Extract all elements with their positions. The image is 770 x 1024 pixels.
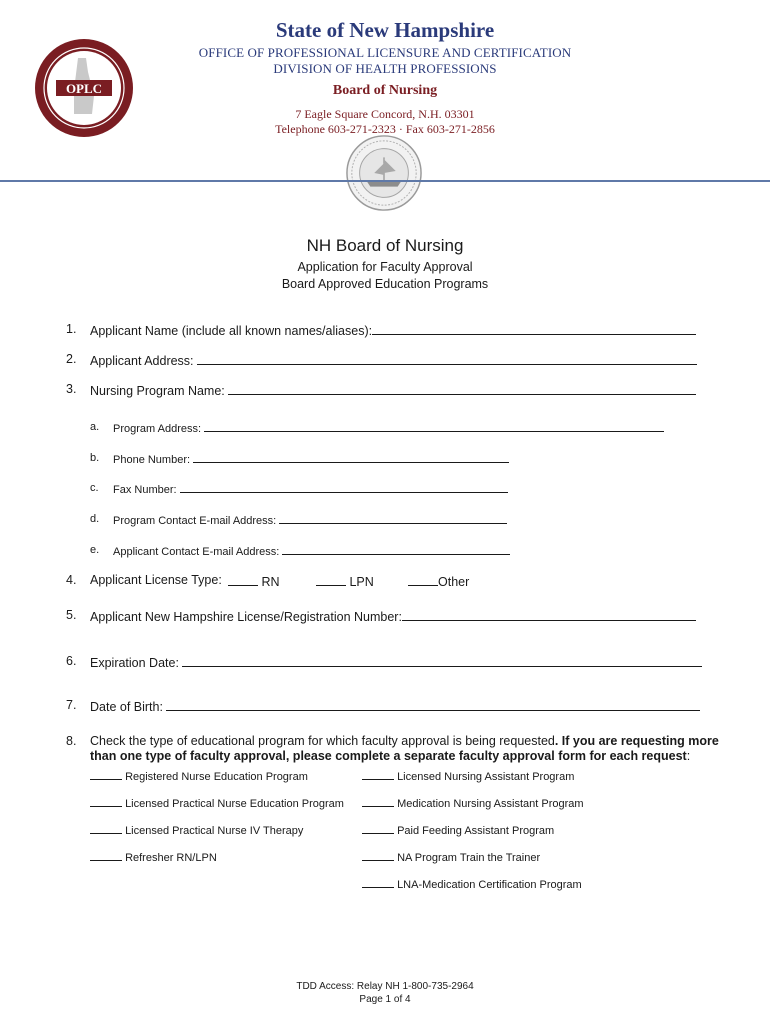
option-label: NA Program Train the Trainer	[397, 852, 541, 864]
expiration-date-row	[90, 654, 702, 670]
logo-text: OPLC	[65, 81, 103, 96]
state-seal-icon	[345, 134, 423, 212]
division-name: DIVISION OF HEALTH PROFESSIONS	[273, 61, 497, 76]
program-option-lpn-iv[interactable]	[90, 823, 303, 837]
state-name: State of New Hampshire	[275, 18, 495, 42]
program-email-field[interactable]	[279, 513, 507, 524]
oplc-logo	[34, 38, 134, 138]
nursing-program-name-label: Nursing Program Name:	[90, 384, 229, 398]
fax-number-label: Fax Number:	[113, 484, 180, 496]
subitem-letter: d.	[90, 513, 100, 525]
rn-check-blank[interactable]	[228, 573, 258, 586]
item-number: 1.	[66, 322, 77, 336]
option-check-blank[interactable]	[90, 850, 122, 861]
applicant-name-field[interactable]	[372, 322, 696, 335]
lpn-check-blank[interactable]	[316, 573, 346, 586]
phone-number-label: Phone Number:	[113, 454, 194, 466]
expiration-date-field[interactable]	[182, 654, 702, 667]
other-label: Other	[438, 575, 470, 589]
letterhead-text	[150, 18, 620, 137]
program-address-row	[113, 421, 664, 435]
program-option-lpn-education[interactable]	[90, 796, 344, 810]
subitem-letter: e.	[90, 544, 100, 556]
office-name: OFFICE OF PROFESSIONAL LICENSURE AND CERTIFICATION	[198, 45, 572, 60]
option-label: LNA-Medication Certification Program	[397, 879, 582, 891]
program-address-label: Program Address:	[113, 423, 205, 435]
fax-number-field[interactable]	[180, 482, 508, 493]
program-option-lna-medication[interactable]	[362, 877, 582, 891]
program-type-text: Check the type of educational program for which faculty approval is being requested	[90, 734, 555, 748]
applicant-address-row	[90, 352, 697, 368]
office-telephone: Telephone 603-271-2323 · Fax 603-271-2856	[275, 122, 495, 136]
item-number: 5.	[66, 608, 77, 622]
item-number: 3.	[66, 382, 77, 396]
program-type-instructions	[90, 734, 740, 764]
option-label: Registered Nurse Education Program	[125, 771, 308, 783]
option-check-blank[interactable]	[362, 850, 394, 861]
applicant-email-row	[113, 544, 510, 558]
program-type-bold-text: . If you are requesting more than one type of faculty approval, please complete a separate faculty approval form for each request	[90, 734, 719, 763]
item-number: 6.	[66, 654, 77, 668]
other-check-blank[interactable]	[408, 573, 438, 586]
form-title: NH Board of Nursing	[306, 236, 464, 255]
applicant-name-row	[90, 322, 696, 338]
applicant-name-label: Applicant Name (include all known names/aliases):	[90, 324, 373, 338]
program-option-na-train-trainer[interactable]	[362, 850, 540, 864]
item-number: 2.	[66, 352, 77, 366]
option-label: Refresher RN/LPN	[125, 852, 217, 864]
form-subtitle-2: Board Approved Education Programs	[281, 277, 489, 291]
date-of-birth-field[interactable]	[166, 698, 700, 711]
program-email-row	[113, 513, 507, 527]
option-check-blank[interactable]	[362, 796, 394, 807]
option-check-blank[interactable]	[362, 769, 394, 780]
program-address-field[interactable]	[204, 421, 664, 432]
option-label: Licensed Practical Nurse IV Therapy	[125, 825, 304, 837]
option-check-blank[interactable]	[362, 823, 394, 834]
date-of-birth-label: Date of Birth:	[90, 700, 167, 714]
program-option-paid-feeding[interactable]	[362, 823, 554, 837]
license-type-lpn[interactable]	[316, 573, 374, 589]
option-label: Licensed Practical Nurse Education Program	[125, 798, 344, 810]
license-number-row	[90, 608, 696, 624]
subitem-letter: b.	[90, 452, 100, 464]
board-name: Board of Nursing	[332, 83, 438, 98]
applicant-email-label: Applicant Contact E-mail Address:	[113, 546, 283, 558]
fax-number-row	[113, 482, 508, 496]
subitem-letter: c.	[90, 482, 99, 494]
program-option-mna[interactable]	[362, 796, 584, 810]
phone-number-row	[113, 452, 509, 466]
nursing-program-name-field[interactable]	[228, 382, 696, 395]
item-number: 8.	[66, 734, 77, 748]
option-label: Licensed Nursing Assistant Program	[397, 771, 575, 783]
subitem-letter: a.	[90, 421, 100, 433]
license-number-field[interactable]	[402, 608, 696, 621]
form-subtitle: Application for Faculty Approval	[297, 260, 473, 274]
tdd-access: TDD Access: Relay NH 1-800-735-2964	[296, 981, 474, 992]
option-label: Paid Feeding Assistant Program	[397, 825, 555, 837]
page-number: Page 1 of 4	[359, 994, 411, 1005]
option-check-blank[interactable]	[90, 796, 122, 807]
office-address: 7 Eagle Square Concord, N.H. 03301	[295, 107, 475, 121]
option-check-blank[interactable]	[90, 769, 122, 780]
program-option-refresher[interactable]	[90, 850, 217, 864]
program-email-label: Program Contact E-mail Address:	[113, 515, 280, 527]
nursing-program-name-row	[90, 382, 696, 398]
applicant-address-field[interactable]	[197, 352, 697, 365]
applicant-email-field[interactable]	[282, 544, 510, 555]
lpn-label: LPN	[349, 575, 374, 589]
option-check-blank[interactable]	[90, 823, 122, 834]
license-number-label: Applicant New Hampshire License/Registration Number:	[90, 610, 402, 624]
date-of-birth-row	[90, 698, 700, 714]
license-type-other[interactable]	[408, 573, 469, 589]
expiration-date-label: Expiration Date:	[90, 656, 183, 670]
license-type-label: Applicant License Type:	[90, 573, 222, 587]
program-type-colon: :	[686, 749, 691, 763]
phone-number-field[interactable]	[193, 452, 509, 463]
program-option-lna[interactable]	[362, 769, 574, 783]
option-check-blank[interactable]	[362, 877, 394, 888]
letterhead	[0, 0, 770, 200]
rn-label: RN	[261, 575, 280, 589]
program-option-rn-education[interactable]	[90, 769, 308, 783]
license-type-rn[interactable]	[228, 573, 280, 589]
header-divider	[0, 180, 770, 182]
option-label: Medication Nursing Assistant Program	[397, 798, 584, 810]
applicant-address-label: Applicant Address:	[90, 354, 198, 368]
item-number: 7.	[66, 698, 77, 712]
item-number: 4.	[66, 573, 77, 587]
